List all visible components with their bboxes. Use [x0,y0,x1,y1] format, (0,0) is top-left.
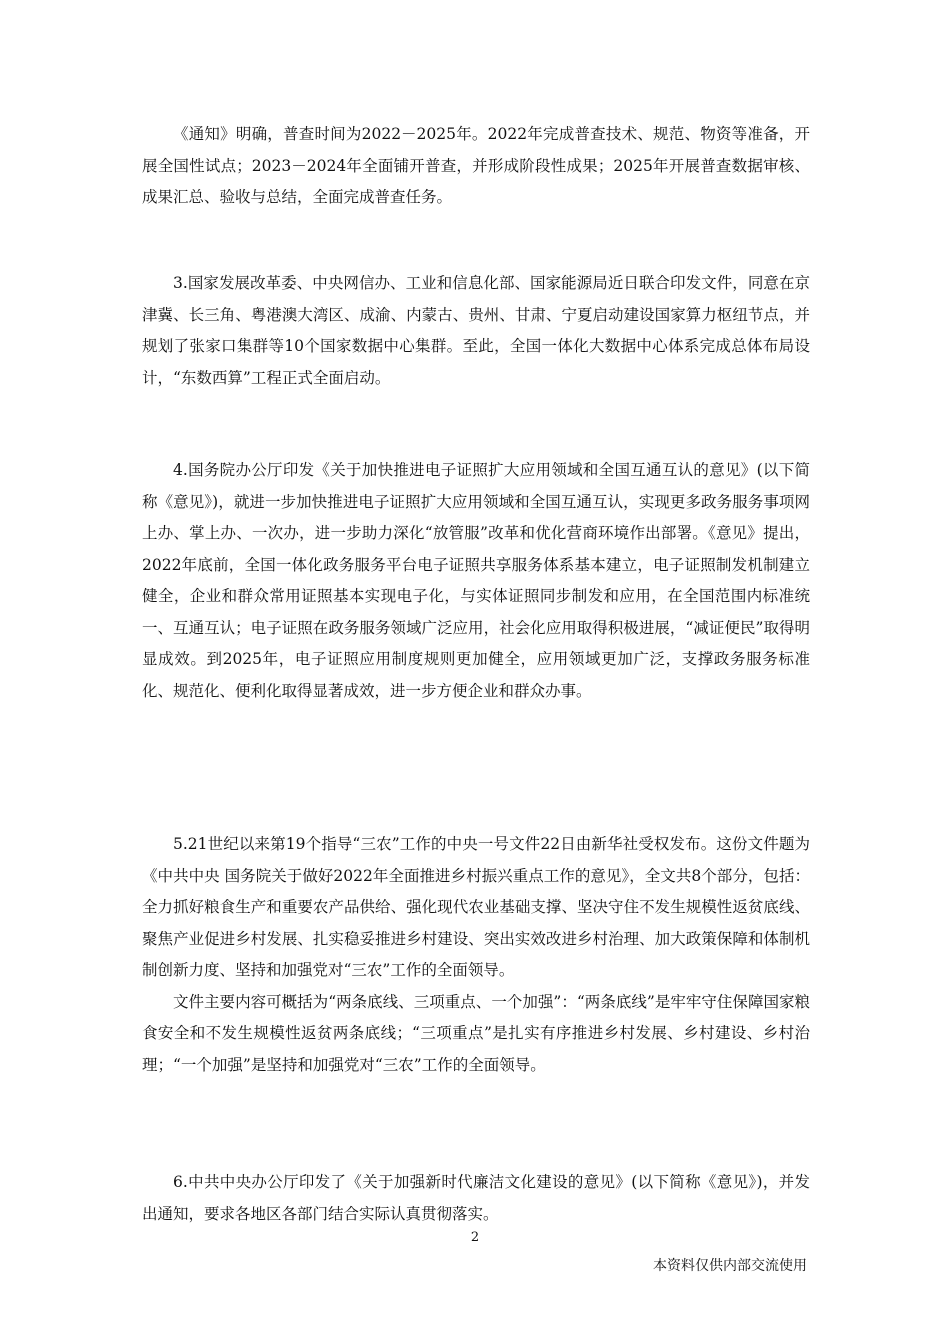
paragraph-text: 4.国务院办公厅印发《关于加快推进电子证照扩大应用领域和全国互通互认的意见》(以下简称《意见》)，就进一步加快推进电子证照扩大应用领域和全国互通互认，实现更多政务服务事项网上办、掌上办、一次办，进一步助力深化“放管服”改革和优化营商环境作出部署。《意见》提出，2022年底前，全国一体化政务服务平台电子证照共享服务体系基本建立，电子证照制发机制建立健全，企业和群众常用证照基本实现电子化，与实体证照同步制发和应用，在全国范围内标准统一、互通互认；电子证照在政务服务领域广泛应用，社会化应用取得积极进展，“减证便民”取得明显成效。到2025年，电子证照应用制度规则更加健全，应用领域更加广泛，支撑政务服务标准化、规范化、便利化取得显著成效，进一步方便企业和群众办事。 [142,461,810,700]
paragraph-text: 5.21世纪以来第19个指导“三农”工作的中央一号文件22日由新华社受权发布。这份文件题为《中共中央 国务院关于做好2022年全面推进乡村振兴重点工作的意见》，全文共8个部分，包括：全力抓好粮食生产和重要农产品供给、强化现代农业基础支撑、坚决守住不发生规模性返贫底线、聚焦产业促进乡村发展、扎实稳妥推进乡村建设、突出实效改进乡村治理、加大政策保障和体制机制创新力度、坚持和加强党对“三农”工作的全面领导。 [142,835,810,979]
paragraph-text: 文件主要内容可概括为“两条底线、三项重点、一个加强”：“两条底线”是牢牢守住保障国家粮食安全和不发生规模性返贫两条底线；“三项重点”是扎实有序推进乡村发展、乡村建设、乡村治理；“一个加强”是坚持和加强党对“三农”工作的全面领导。 [142,992,810,1074]
page-number: 2 [470,1230,480,1245]
paragraph-item-4 [142,455,810,707]
paragraph-item-6 [142,1167,810,1230]
paragraph-item-3 [142,268,810,394]
paragraph-item-5 [142,829,810,1081]
footer-note: 本资料仅供内部交流使用 [653,1258,807,1274]
paragraph-text: 《通知》明确，普查时间为2022－2025年。2022年完成普查技术、规范、物资等准备，开展全国性试点；2023－2024年全面铺开普查，并形成阶段性成果；2025年开展普查数据审核、成果汇总、验收与总结，全面完成普查任务。 [142,125,810,206]
paragraph-notice-schedule [142,119,810,214]
paragraph-text: 6.中共中央办公厅印发了《关于加强新时代廉洁文化建设的意见》(以下简称《意见》)，并发出通知，要求各地区各部门结合实际认真贯彻落实。 [142,1173,810,1223]
paragraph-text: 3.国家发展改革委、中央网信办、工业和信息化部、国家能源局近日联合印发文件，同意在京津冀、长三角、粤港澳大湾区、成渝、内蒙古、贵州、甘肃、宁夏启动建设国家算力枢纽节点，并规划了张家口集群等10个国家数据中心集群。至此，全国一体化大数据中心体系完成总体布局设计，“东数西算”工程正式全面启动。 [142,274,810,387]
